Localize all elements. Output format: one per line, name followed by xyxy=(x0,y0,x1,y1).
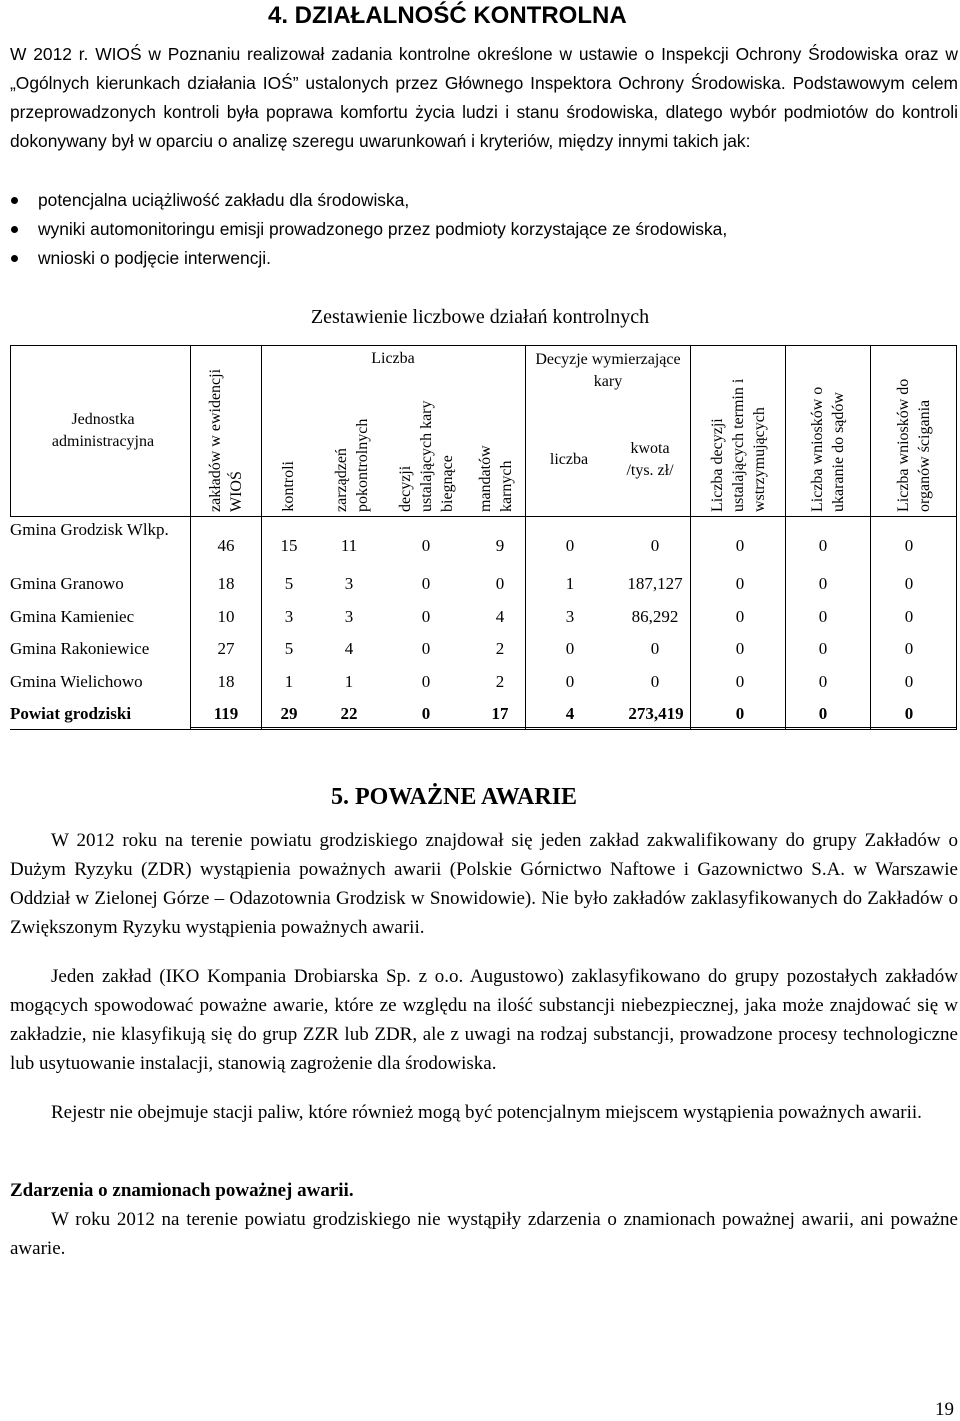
cell-value: 4 xyxy=(565,704,575,723)
criteria-list xyxy=(10,186,727,273)
header-prosecution-requests: Liczba wniosków do organów ścigania xyxy=(894,378,933,512)
section-heading: 5. POWAŻNE AWARIE xyxy=(331,784,578,810)
cell-value: 0 xyxy=(650,639,660,658)
row-unit-name: Powiat grodziski xyxy=(10,704,132,723)
cell-value: 5 xyxy=(284,639,294,658)
cell-value: 17 xyxy=(491,704,509,723)
table-row xyxy=(10,569,956,599)
cell-value: 0 xyxy=(818,536,828,555)
cell-value: 0 xyxy=(421,672,431,691)
cell-value: 3 xyxy=(344,607,354,626)
cell-value: 18 xyxy=(217,672,235,691)
table-total-row xyxy=(10,699,956,729)
paragraph: Rejestr nie obejmuje stacji paliw, które również mogą być potencjalnym miejscem wystąpienia poważnych awarii. xyxy=(51,1102,922,1123)
cell-value: 27 xyxy=(217,639,235,658)
header-inspections: kontroli xyxy=(279,461,297,512)
header-dec-count: liczba xyxy=(549,451,589,468)
header-fine-decisions: decyzji ustalających kary biegnące xyxy=(396,400,456,512)
page-number: 19 xyxy=(935,1399,954,1420)
header-deadline-decisions: Liczba decyzji ustalających termin i wstrzymujących xyxy=(708,378,768,512)
row-unit-name: Gmina Rakoniewice xyxy=(10,639,150,658)
cell-value: 0 xyxy=(565,672,575,691)
header-group-count: Liczba xyxy=(371,350,415,367)
cell-value: 3 xyxy=(344,574,354,593)
cell-value: 0 xyxy=(735,639,745,658)
cell-value: 2 xyxy=(495,672,505,691)
cell-value: 0 xyxy=(650,672,660,691)
subheading: Zdarzenia o znamionach poważnej awarii. xyxy=(10,1180,354,1201)
cell-value: 0 xyxy=(735,574,745,593)
cell-value: 29 xyxy=(280,704,298,723)
table-row xyxy=(10,602,956,632)
cell-value: 0 xyxy=(735,704,745,723)
cell-value: 0 xyxy=(818,704,828,723)
criteria-item: wyniki automonitoringu emisji prowadzonego przez podmioty korzystające ze środowiska, xyxy=(10,215,727,244)
cell-value: 1 xyxy=(284,672,294,691)
cell-value: 0 xyxy=(735,607,745,626)
cell-value: 0 xyxy=(421,574,431,593)
cell-value: 0 xyxy=(904,639,914,658)
cell-value: 119 xyxy=(213,704,239,723)
cell-value: 0 xyxy=(818,639,828,658)
cell-value: 0 xyxy=(650,536,660,555)
cell-value: 46 xyxy=(217,536,235,555)
cell-value: 4 xyxy=(495,607,505,626)
cell-value: 0 xyxy=(421,536,431,555)
cell-value: 0 xyxy=(735,672,745,691)
row-unit-name: Gmina Wielichowo xyxy=(10,672,143,691)
table-title: Zestawienie liczbowe działań kontrolnych xyxy=(310,306,650,328)
table-row xyxy=(10,667,956,697)
header-unit: Jednostka administracyjna xyxy=(51,411,155,450)
cell-value: 0 xyxy=(565,536,575,555)
cell-value: 0 xyxy=(818,574,828,593)
cell-value: 0 xyxy=(904,607,914,626)
header-tickets: mandatów karnych xyxy=(477,445,515,512)
table-row xyxy=(10,519,956,569)
cell-value: 2 xyxy=(495,639,505,658)
header-facilities: zakładów w ewidencji WIOŚ xyxy=(207,368,245,512)
cell-value: 10 xyxy=(217,607,235,626)
cell-value: 15 xyxy=(280,536,298,555)
cell-value: 1 xyxy=(344,672,354,691)
cell-value: 0 xyxy=(904,536,914,555)
cell-value: 0 xyxy=(421,639,431,658)
cell-value: 0 xyxy=(904,704,914,723)
cell-value: 1 xyxy=(565,574,575,593)
cell-value: 4 xyxy=(344,639,354,658)
row-unit-name: Gmina Granowo xyxy=(10,574,124,593)
header-dec-amount: kwota /tys. zł/ xyxy=(626,440,674,479)
table-row xyxy=(10,634,956,664)
paragraph: W roku 2012 na terenie powiatu grodziskiego nie wystąpiły zdarzenia o znamionach poważnej awarii, ani poważne awarie. xyxy=(10,1209,958,1259)
paragraph: W 2012 roku na terenie powiatu grodziskiego znajdował się jeden zakład zakwalifikowany do grupy Zakładów o Dużym Ryzyku (ZDR) wystąpienia poważnych awarii (Polskie Górnictwo Naftowe i Gazownictwo S.A. w Warszawie Oddział w Zielonej Górze – Odazotownia Grodzisk w Snowidowie). Nie było zakładów zaklasyfikowanych do Zakładów o Zwiększonym Ryzyku wystąpienia poważnych awarii. xyxy=(10,830,958,938)
criteria-item: potencjalna uciążliwość zakładu dla środowiska, xyxy=(10,186,727,215)
intro-paragraph: W 2012 r. WIOŚ w Poznaniu realizował zadania kontrolne określone w ustawie o Inspekcji Ochrony Środowiska oraz w „Ogólnych kierunkach działania IOŚ” ustalonych przez Głównego Inspektora Ochrony Środowiska. Podstawowym celem przeprowadzonych kontroli była poprawa komfortu życia ludzi i stanu środowiska, dlatego wybór podmiotów do kontroli dokonywany był w oparciu o analizę szeregu uwarunkowań i kryteriów, między innymi takich jak: xyxy=(10,44,958,151)
section-heading: 4. DZIAŁALNOŚĆ KONTROLNA xyxy=(268,2,627,29)
header-group-decisions: Decyzje wymierzające kary xyxy=(535,351,681,390)
cell-value: 0 xyxy=(904,574,914,593)
cell-value: 187,127 xyxy=(627,574,683,593)
cell-value: 86,292 xyxy=(631,607,679,626)
cell-value: 9 xyxy=(495,536,505,555)
cell-value: 0 xyxy=(735,536,745,555)
cell-value: 0 xyxy=(818,672,828,691)
row-unit-name: Gmina Grodzisk Wlkp. xyxy=(10,520,169,539)
header-court-requests: Liczba wniosków o ukaranie do sądów xyxy=(809,386,847,512)
cell-value: 11 xyxy=(340,536,358,555)
header-post-orders: zarządzeń pokontrolnych xyxy=(333,418,371,512)
criteria-item: wnioski o podjęcie interwencji. xyxy=(10,244,727,273)
cell-value: 3 xyxy=(565,607,575,626)
cell-value: 0 xyxy=(904,672,914,691)
cell-value: 0 xyxy=(565,639,575,658)
row-unit-name: Gmina Kamieniec xyxy=(10,607,135,626)
cell-value: 18 xyxy=(217,574,235,593)
cell-value: 0 xyxy=(495,574,505,593)
paragraph: Jeden zakład (IKO Kompania Drobiarska Sp. z o.o. Augustowo) zaklasyfikowano do grupy pozostałych zakładów mogących spowodować poważne awarie, które ze względu na ilość substancji niebezpiecznej, jaka może znajdować się w zakładzie, nie klasyfikują się do grup ZZR lub ZDR, ale z uwagi na rodzaj substancji, prowadzone procesy technologiczne lub usytuowanie instalacji, stanowią zagrożenie dla środowiska. xyxy=(10,966,958,1074)
cell-value: 0 xyxy=(818,607,828,626)
cell-value: 5 xyxy=(284,574,294,593)
cell-value: 0 xyxy=(421,704,431,723)
cell-value: 22 xyxy=(340,704,358,723)
cell-value: 0 xyxy=(421,607,431,626)
cell-value: 273,419 xyxy=(628,704,684,723)
cell-value: 3 xyxy=(284,607,294,626)
